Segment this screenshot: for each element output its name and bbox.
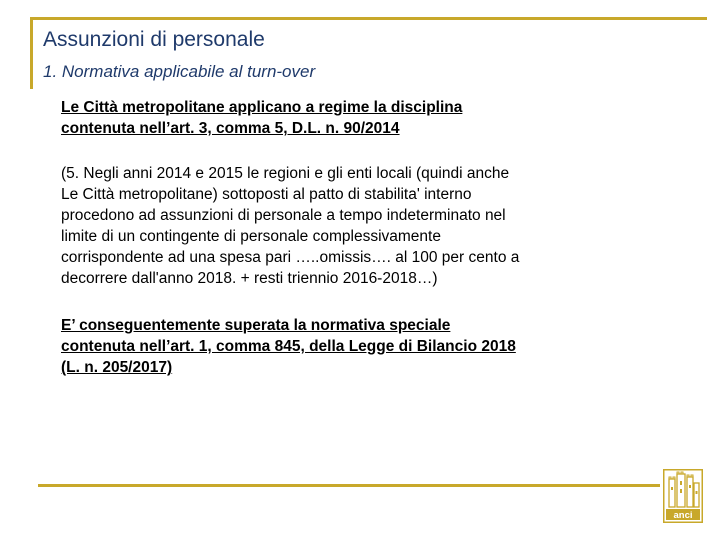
paragraph-conclusione (61, 315, 621, 378)
slide-title: Assunzioni di personale (43, 28, 265, 51)
bottom-frame-line (38, 484, 660, 487)
text-line: contenuta nell’art. 1, comma 845, della Legge di Bilancio 2018 (61, 338, 516, 355)
anci-tower-logo-icon (663, 469, 703, 523)
text-line: (L. n. 205/2017) (61, 359, 173, 376)
left-frame-line (30, 17, 33, 89)
slide-subtitle: 1. Normativa applicabile al turn-over (43, 62, 316, 81)
text-line: corrispondente ad una spesa pari …..omissis…. al 100 per cento a (61, 249, 520, 266)
text-line: (5. Negli anni 2014 e 2015 le regioni e gli enti locali (quindi anche (61, 165, 510, 182)
text-line: E’ conseguentemente superata la normativa speciale (61, 317, 451, 334)
paragraph-citazione (61, 163, 621, 289)
text-line: limite di un contingente di personale complessivamente (61, 228, 441, 245)
text-line: Le Città metropolitane) sottoposti al patto di stabilita' interno (61, 186, 472, 203)
text-line: decorrere dall'anno 2018. + resti triennio 2016-2018…) (61, 270, 438, 287)
text-line: Le Città metropolitane applicano a regime la disciplina (61, 99, 463, 116)
anci-logo-text: anci (673, 510, 693, 521)
text-line: contenuta nell’art. 3, comma 5, D.L. n. 90/2014 (61, 120, 400, 137)
text-line: procedono ad assunzioni di personale a tempo indeterminato nel (61, 207, 506, 224)
paragraph-normativa (61, 97, 621, 139)
top-frame-line (30, 17, 707, 20)
